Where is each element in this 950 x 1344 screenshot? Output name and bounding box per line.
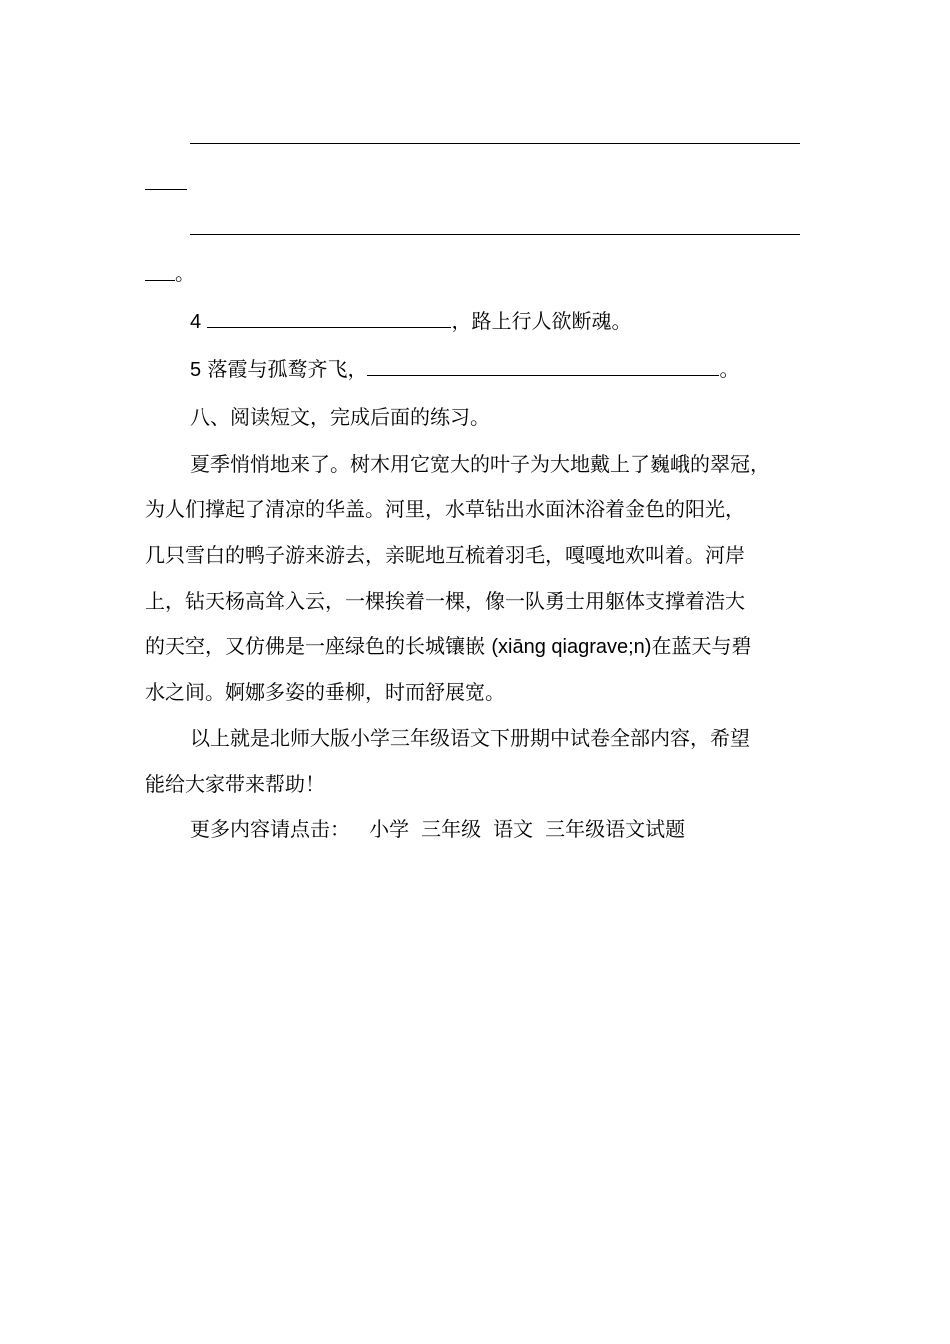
passage-line: 夏季悄悄地来了。树木用它宽大的叶子为大地戴上了巍峨的翠冠，	[190, 452, 770, 476]
passage-line: 上，钻天杨高耸入云，一棵挨着一棵，像一队勇士用躯体支撑着浩大	[145, 589, 745, 613]
more-content-label: 更多内容请点击：	[190, 817, 350, 841]
section-heading: 八、阅读短文，完成后面的练习。	[190, 405, 490, 429]
item-number: 5	[190, 359, 202, 381]
answer-blank-tail: 。	[175, 261, 195, 285]
passage-line: 水之间。婀娜多姿的垂柳，时而舒展宽。	[145, 680, 505, 704]
item-4	[190, 309, 631, 334]
answer-blank-line-continuation	[145, 280, 175, 281]
answer-blank	[367, 359, 719, 376]
link-grade-three-chinese-tests[interactable]: 三年级语文试题	[545, 817, 686, 841]
link-grade-three[interactable]: 三年级	[421, 817, 482, 841]
item-text: ，路上行人欲断魂。	[451, 309, 632, 333]
answer-blank	[207, 311, 451, 328]
closing-line: 以上就是北师大版小学三年级语文下册期中试卷全部内容，希望	[190, 726, 750, 750]
link-primary-school[interactable]: 小学	[369, 817, 410, 841]
item-number: 4	[190, 311, 202, 333]
more-content-row	[190, 817, 697, 841]
item-text-before: 落霞与孤鹜齐飞，	[207, 357, 368, 381]
closing-line: 能给大家带来帮助！	[145, 772, 325, 796]
passage-line	[145, 634, 751, 659]
passage-line: 为人们撑起了清凉的华盖。河里，水草钻出水面沐浴着金色的阳光，	[145, 497, 745, 521]
passage-text: 在蓝天与碧	[651, 634, 752, 658]
answer-blank-line	[190, 234, 800, 235]
passage-line: 几只雪白的鸭子游来游去，亲昵地互梳着羽毛，嘎嘎地欢叫着。河岸	[145, 543, 745, 567]
item-5	[190, 357, 739, 382]
link-chinese[interactable]: 语文	[493, 817, 534, 841]
answer-blank-line	[190, 143, 800, 144]
pinyin-annotation: (xiāng qiagrave;n)	[491, 636, 652, 658]
answer-blank-line-continuation	[145, 189, 187, 190]
item-text-after: 。	[719, 357, 740, 381]
passage-text: 的天空，又仿佛是一座绿色的长城镶嵌	[145, 634, 492, 658]
